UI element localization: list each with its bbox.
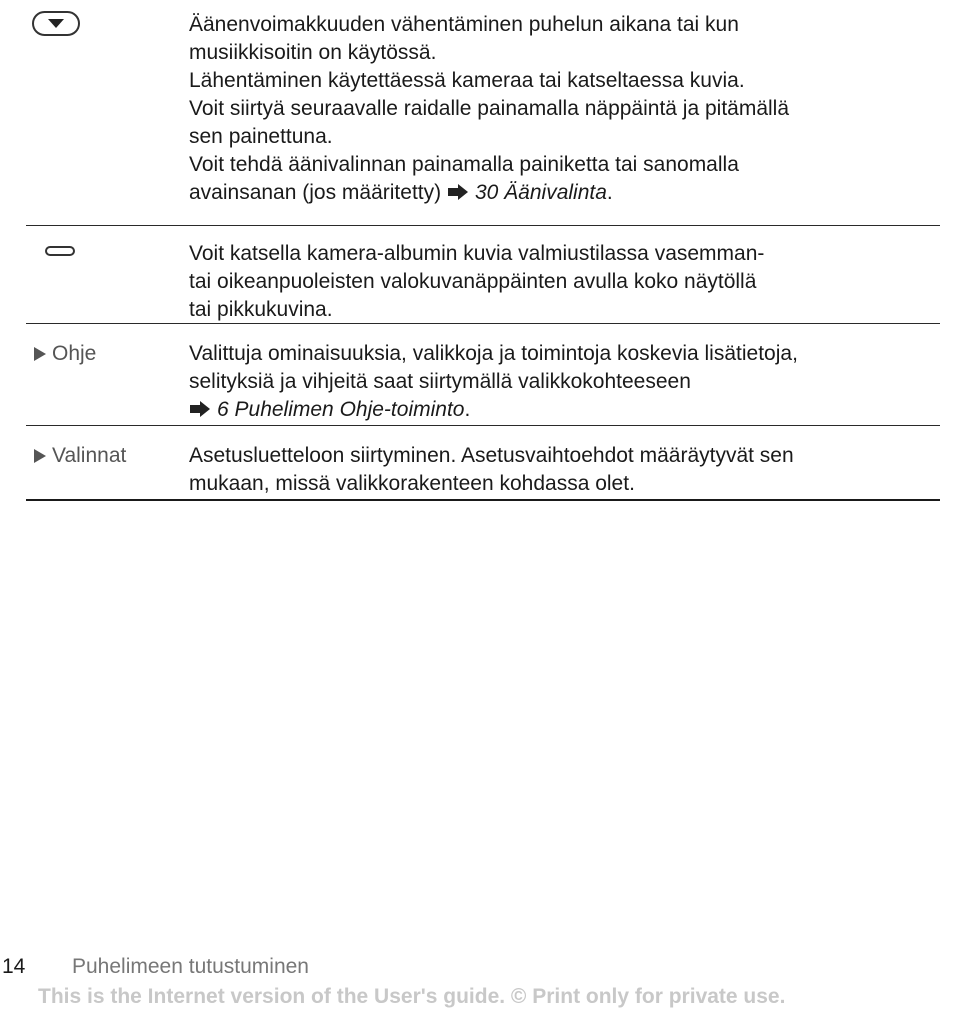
section-title: Puhelimeen tutustuminen bbox=[72, 955, 309, 978]
menu-triangle-icon bbox=[34, 347, 46, 361]
description-cell bbox=[189, 426, 940, 499]
navigation-down-key-icon bbox=[32, 11, 80, 36]
arrow-reference-icon bbox=[189, 401, 211, 417]
description-line bbox=[189, 396, 940, 424]
description-line: tai oikeanpuoleisten valokuvanäppäinten avulla koko näytöllä bbox=[189, 270, 757, 293]
cross-reference-link[interactable]: 30 Äänivalinta bbox=[474, 181, 607, 204]
punctuation: . bbox=[464, 398, 471, 421]
description-line: Voit katsella kamera-albumin kuvia valmiustilassa vasemman- bbox=[189, 242, 765, 265]
arrow-reference-icon bbox=[447, 184, 469, 200]
table-row bbox=[26, 0, 940, 226]
page-number: 14 bbox=[2, 955, 26, 978]
key-cell bbox=[26, 0, 189, 225]
description-cell bbox=[189, 324, 940, 425]
description-line: Valittuja ominaisuuksia, valikkoja ja toimintoja koskevia lisätietoja, bbox=[189, 342, 798, 365]
key-cell bbox=[26, 226, 189, 323]
description-line: Voit tehdä äänivalinnan painamalla painiketta tai sanomalla bbox=[189, 153, 739, 176]
description-line: Asetusluetteloon siirtyminen. Asetusvaihtoehdot määräytyvät sen bbox=[189, 444, 794, 467]
copyright-notice: This is the Internet version of the User's guide. © Print only for private use. bbox=[38, 985, 786, 1008]
menu-key-valinnat bbox=[34, 444, 126, 468]
description-line: Voit siirtyä seuraavalle raidalle painamalla näppäintä ja pitämällä bbox=[189, 97, 790, 120]
description-line: Äänenvoimakkuuden vähentäminen puhelun aikana tai kun bbox=[189, 13, 739, 36]
description-line: Lähentäminen käytettäessä kameraa tai katseltaessa kuvia. bbox=[189, 69, 745, 92]
key-function-table bbox=[26, 0, 940, 501]
table-row bbox=[26, 226, 940, 324]
description-line: mukaan, missä valikkorakenteen kohdassa olet. bbox=[189, 472, 635, 495]
description-text: avainsanan (jos määritetty) bbox=[189, 181, 442, 204]
table-row bbox=[26, 426, 940, 501]
table-row bbox=[26, 324, 940, 426]
cross-reference-link[interactable]: 6 Puhelimen Ohje-toiminto bbox=[217, 398, 465, 421]
punctuation: . bbox=[606, 181, 613, 204]
description-line bbox=[189, 179, 940, 207]
description-cell bbox=[189, 226, 940, 323]
description-line: sen painettuna. bbox=[189, 125, 333, 148]
menu-key-ohje bbox=[34, 342, 96, 366]
description-line: musiikkisoitin on käytössä. bbox=[189, 41, 437, 64]
side-key-icon bbox=[45, 246, 75, 256]
key-cell bbox=[26, 324, 189, 425]
key-label: Ohje bbox=[52, 342, 97, 365]
key-label: Valinnat bbox=[52, 444, 127, 467]
description-line: tai pikkukuvina. bbox=[189, 298, 333, 321]
menu-triangle-icon bbox=[34, 449, 46, 463]
description-line: selityksiä ja vihjeitä saat siirtymällä valikkokohteeseen bbox=[189, 370, 691, 393]
key-cell bbox=[26, 426, 189, 499]
description-cell bbox=[189, 0, 940, 225]
